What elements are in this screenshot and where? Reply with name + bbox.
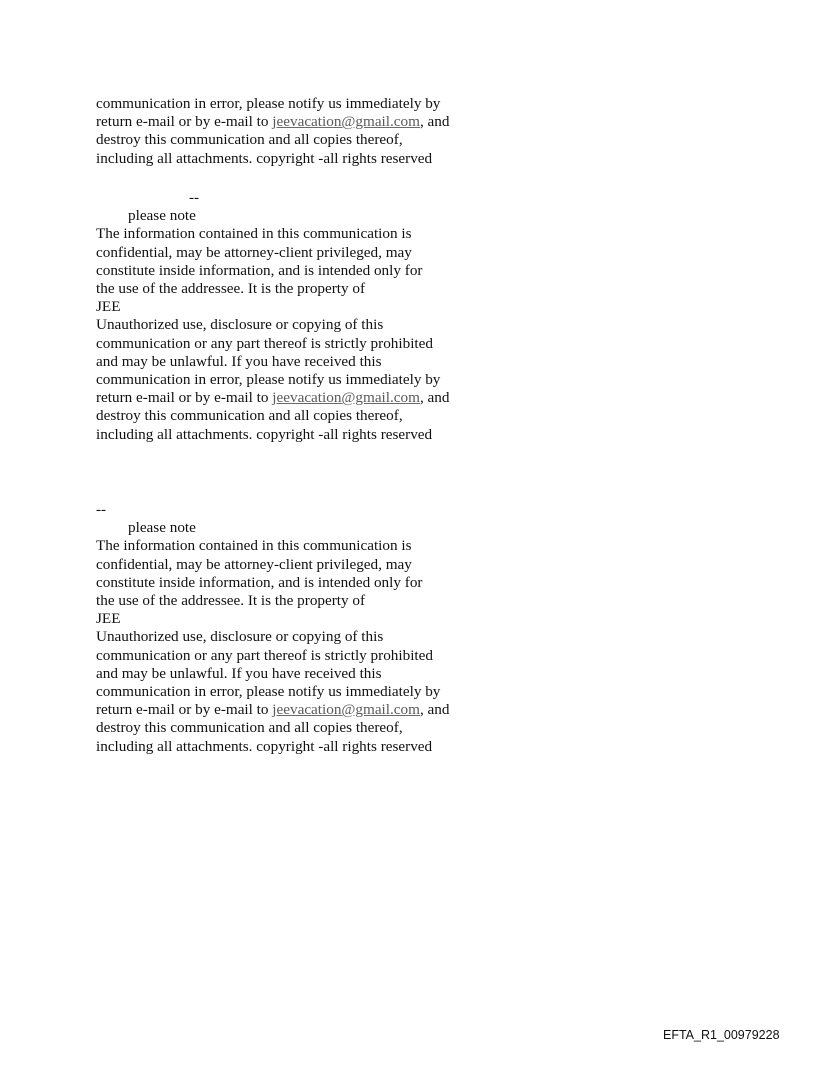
- text-line: including all attachments. copyright -all rights reserved: [96, 425, 433, 443]
- email-line-prefix: return e-mail or by e-mail to: [96, 389, 273, 407]
- text-line: confidential, may be attorney-client privileged, may: [96, 555, 412, 573]
- text-line: communication or any part thereof is strictly prohibited: [96, 646, 433, 664]
- signature-separator: --: [96, 501, 107, 518]
- email-link[interactable]: jeevacation@gmail.com: [272, 389, 420, 407]
- text-line: Unauthorized use, disclosure or copying of this: [96, 316, 384, 334]
- text-line: communication in error, please notify us immediately by: [96, 371, 441, 389]
- document-id-stamp: EFTA_R1_00979228: [663, 1028, 780, 1042]
- email-link[interactable]: jeevacation@gmail.com: [272, 701, 420, 719]
- email-line: [96, 113, 516, 131]
- text-line: JEE: [96, 610, 121, 628]
- text-line: the use of the addressee. It is the property of: [96, 280, 366, 298]
- text-line: communication in error, please notify us immediately by: [96, 683, 441, 701]
- please-note-heading: please note: [128, 207, 196, 225]
- disclaimer-block-2: [96, 501, 516, 756]
- email-line-suffix: , and: [419, 389, 450, 407]
- text-line: and may be unlawful. If you have received this: [96, 352, 382, 370]
- text-line: The information contained in this communication is: [96, 537, 412, 555]
- text-line: destroy this communication and all copies thereof,: [96, 407, 403, 425]
- text-line: destroy this communication and all copies thereof,: [96, 131, 403, 149]
- please-note-heading: please note: [128, 519, 196, 537]
- text-line: constitute inside information, and is intended only for: [96, 261, 423, 279]
- text-line: communication in error, please notify us immediately by: [96, 95, 441, 112]
- text-line: including all attachments. copyright -all rights reserved: [96, 149, 433, 167]
- email-line-suffix: , and: [419, 113, 450, 131]
- disclaimer-fragment-top: [96, 95, 516, 168]
- email-line: [96, 389, 516, 407]
- text-line: and may be unlawful. If you have received this: [96, 664, 382, 682]
- text-line: destroy this communication and all copies thereof,: [96, 719, 403, 737]
- signature-separator: --: [189, 189, 200, 206]
- text-line: constitute inside information, and is intended only for: [96, 573, 423, 591]
- email-line: [96, 701, 516, 719]
- text-line: The information contained in this communication is: [96, 225, 412, 243]
- text-line: Unauthorized use, disclosure or copying of this: [96, 628, 384, 646]
- email-line-suffix: , and: [419, 701, 450, 719]
- email-link[interactable]: jeevacation@gmail.com: [272, 113, 420, 131]
- text-line: JEE: [96, 298, 121, 316]
- text-line: confidential, may be attorney-client privileged, may: [96, 243, 412, 261]
- email-line-prefix: return e-mail or by e-mail to: [96, 113, 273, 131]
- text-line: communication or any part thereof is strictly prohibited: [96, 334, 433, 352]
- text-line: the use of the addressee. It is the property of: [96, 592, 366, 610]
- email-line-prefix: return e-mail or by e-mail to: [96, 701, 273, 719]
- text-line: including all attachments. copyright -all rights reserved: [96, 737, 433, 755]
- disclaimer-block-1: [96, 189, 516, 444]
